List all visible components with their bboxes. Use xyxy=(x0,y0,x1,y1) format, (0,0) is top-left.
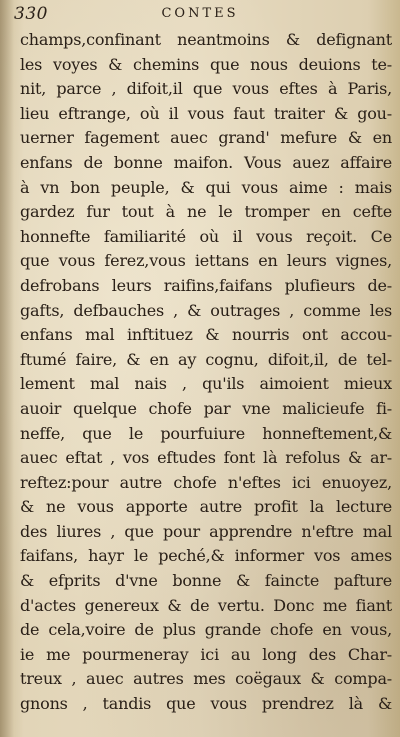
text-line: auoir quelque chofe par vne malicieufe fi- xyxy=(20,398,392,418)
text-line: à vn bon peuple, & qui vous aime : mais xyxy=(20,177,392,197)
text-line: & efprits d'vne bonne & faincte pafture xyxy=(20,571,392,591)
text-line: faifans, hayr le peché,& informer vos ames xyxy=(20,546,392,566)
text-line: gnons , tandis que vous prendrez là & xyxy=(20,694,392,714)
text-line: les voyes & chemins que nous deuions te- xyxy=(20,54,392,74)
text-line: nit, parce , difoit,il que vous eftes à Paris, xyxy=(20,79,392,99)
text-line: gafts, defbauches , & outrages , comme les xyxy=(20,300,392,320)
text-line: uerner fagement auec grand' mefure & en xyxy=(20,128,392,148)
text-line: que vous ferez,vous iettans en leurs vignes, xyxy=(20,251,392,271)
text-line: reftez:pour autre chofe n'eftes ici enuoyez, xyxy=(20,472,392,492)
text-line: lieu eftrange, où il vous faut traiter & gou- xyxy=(20,103,392,123)
text-line: ftumé faire, & en ay cognu, difoit,il, de tel- xyxy=(20,349,392,369)
text-line: defrobans leurs raifins,faifans plufieurs de- xyxy=(20,275,392,295)
text-line: & ne vous apporte autre profit la lecture xyxy=(20,497,392,517)
text-line: ie me pourmeneray ici au long des Char- xyxy=(20,644,392,664)
text-line: neffe, que le pourfuiure honneftement,& xyxy=(20,423,392,443)
text-line: champs,confinant neantmoins & defignant xyxy=(20,30,392,49)
page-header xyxy=(14,4,386,26)
text-line: treux , auec autres mes coëgaux & compa- xyxy=(20,669,392,689)
text-line: enfans de bonne maifon. Vous auez affaire xyxy=(20,152,392,172)
text-line: honnefte familiarité où il vous reçoit. Ce xyxy=(20,226,392,246)
page-number: 330 xyxy=(14,4,48,24)
running-head: CONTES xyxy=(161,6,239,21)
gutter-shadow xyxy=(0,0,14,737)
text-line: lement mal nais , qu'ils aimoient mieux xyxy=(20,374,392,394)
text-line: d'actes genereux & de vertu. Donc me fiant xyxy=(20,595,392,615)
text-line: de cela,voire de plus grande chofe en vous, xyxy=(20,620,392,640)
body-text xyxy=(20,28,392,717)
text-line: enfans mal inftituez & nourris ont accou- xyxy=(20,325,392,345)
text-line: des liures , que pour apprendre n'eftre mal xyxy=(20,521,392,541)
text-line: gardez fur tout à ne le tromper en cefte xyxy=(20,202,392,222)
text-line: auec eftat , vos eftudes font là refolus & ar- xyxy=(20,448,392,468)
